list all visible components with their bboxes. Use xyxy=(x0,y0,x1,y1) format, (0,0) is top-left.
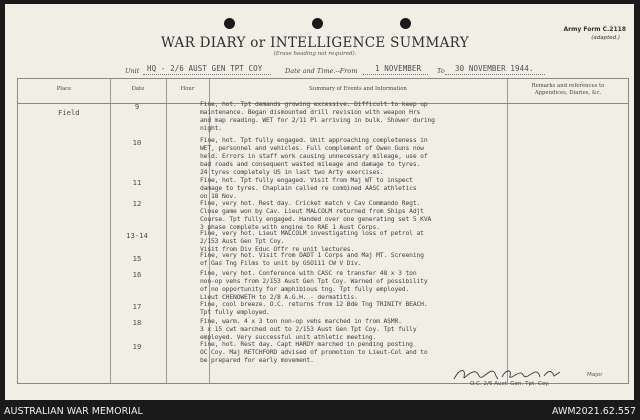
signature-caption: O.C. 2/6 Aust. Gen. Tpt. Coy. xyxy=(470,381,550,387)
date-cell: 18 xyxy=(132,318,142,327)
entry-line: Fine, very hot. Conference with CASC re transfer 48 x 3 ton xyxy=(200,270,417,277)
entry-line: 2/153 Aust Gen Tpt Coy. xyxy=(200,237,285,245)
entry-line: WET, personnel and vehicles. Full complement of Owen Guns now xyxy=(200,144,424,152)
entry-line: Close game won by Cav. Lieut MALCOLM returned from Ships Adjt xyxy=(200,207,424,215)
date-cell: 17 xyxy=(132,302,142,311)
entry-line: 24 tyres completely US in last two Arty exercises. xyxy=(200,168,384,176)
diary-entry xyxy=(200,318,500,342)
entry-line: 3 x 15 cwt marched out to 2/153 Aust Gen Tpt Coy. Tpt fully xyxy=(200,325,417,333)
to-value: 30 NOVEMBER 1944. xyxy=(455,64,534,73)
date-cell: 12 xyxy=(132,199,142,208)
entry-line: on 18 Nov. xyxy=(200,192,237,200)
punch-hole-icon xyxy=(224,18,235,29)
entry-line: be prepared for early movement. xyxy=(200,356,314,364)
form-number-text: Army Form C.2118 xyxy=(563,26,626,33)
entry-line: and map reading. WET for 2/11 Pl arriving in bulk. Shower during xyxy=(200,116,435,124)
entry-line: bad roads and consequent wasted mileage and damage to tyres. xyxy=(200,160,421,168)
entry-line: 3 phase complete with engine to RAE 1 Aust Corps. xyxy=(200,223,380,231)
date-label: Date and Time.--From xyxy=(285,67,358,75)
diary-entry xyxy=(200,101,500,133)
diary-entry xyxy=(200,137,500,177)
entry-line: Tpt fully employed. xyxy=(200,308,270,316)
unit-label: Unit xyxy=(125,67,140,75)
entry-line: of no opportunity for amphibious tng. Tpt fully employed. xyxy=(200,285,410,293)
date-cell: 16 xyxy=(132,270,142,279)
unit-value: HQ - 2/6 AUST GEN TPT COY xyxy=(147,64,263,73)
remarks-header-line1: Remarks and references to xyxy=(531,83,605,89)
punch-hole-icon xyxy=(400,18,411,29)
entry-line: Visit from Div Educ Offr re unit lectures. xyxy=(200,245,355,253)
column-header-date: Date xyxy=(131,86,145,92)
form-title: WAR DIARY or INTELLIGENCE SUMMARY xyxy=(161,35,469,51)
entry-line: OC Coy. Maj RETCHFORD advised of promotion to Lieut-Col and to xyxy=(200,348,428,356)
date-cell: 19 xyxy=(132,342,142,351)
entry-line: of Gas Tng Films to unit by GSO111 CW V Div. xyxy=(200,259,362,267)
entry-line: employed. Very successful unit athletic meeting. xyxy=(200,333,377,341)
unit-line xyxy=(125,64,545,78)
archive-footer xyxy=(0,404,640,420)
date-cell: 15 xyxy=(132,254,142,263)
entry-line: Lieut CHENOWETH to 2/8 A.G.H. - dermatitis. xyxy=(200,293,358,301)
signature-rank: Major xyxy=(587,372,603,378)
entry-line: Fine, cool breeze. O.C. returns from 12 Bde Tng TRINITY BEACH. xyxy=(200,301,428,308)
entry-line: Fine, very hot. Visit from DADT 1 Corps and Maj MT. Screening xyxy=(200,252,424,259)
diary-entry xyxy=(200,200,500,232)
date-cell: 10 xyxy=(132,138,142,147)
entry-line: night. xyxy=(200,124,223,132)
diary-entry xyxy=(200,341,500,365)
column-header-summary: Summary of Events and Information xyxy=(309,86,407,92)
entry-line: held. Errors in staff work causing unnecessary mileage, use of xyxy=(200,152,428,160)
entry-line: Fine, very hot. Lieut MALCOLM investigating loss of petrol at xyxy=(200,230,424,237)
diary-entry xyxy=(200,301,500,317)
to-label: To xyxy=(437,67,445,75)
punch-hole-icon xyxy=(312,18,323,29)
form-number xyxy=(563,26,626,42)
diary-entry xyxy=(200,230,500,254)
place-cell: Field xyxy=(58,108,80,117)
entry-line: Fine, hot. Tpt demands growing excessive. Difficult to keep up xyxy=(200,101,428,108)
entry-line: Fine, hot. Tpt fully engaged. Visit from Maj WT to inspect xyxy=(200,177,413,184)
entry-line: damage to tyres. Chaplain called re combined AASC athletics xyxy=(200,184,417,192)
date-cell: 13-14 xyxy=(126,231,148,240)
diary-entry xyxy=(200,177,500,201)
archive-name: AUSTRALIAN WAR MEMORIAL xyxy=(4,406,143,417)
column-header-hour: Hour xyxy=(180,86,195,92)
column-header-remarks xyxy=(507,83,629,96)
entry-line: Fine, very hot. Rest day. Cricket match v Cav Commando Regt. xyxy=(200,200,421,207)
from-value: 1 NOVEMBER xyxy=(375,64,422,73)
diary-entry xyxy=(200,252,500,268)
entry-line: non-op vehs from 2/153 Aust Gen Tpt Coy. Warned of possibility xyxy=(200,277,428,285)
date-cell: 9 xyxy=(134,102,140,111)
entry-line: maintenance. Began dismounted drill revision with weapon Hrs xyxy=(200,108,421,116)
entry-line: Fine, hot. Tpt fully engaged. Unit approaching completeness in xyxy=(200,137,428,144)
form-adapted: (adapted.) xyxy=(591,35,620,41)
diary-sheet xyxy=(5,4,634,400)
date-cell: 11 xyxy=(132,178,142,187)
entry-line: Fine, hot. Rest day. Capt HARDY marched in pending posting xyxy=(200,341,413,348)
form-subtitle: (Erase heading not required). xyxy=(273,51,357,57)
entry-line: Course. Tpt fully engaged. Handed over one generating set 5 KVA xyxy=(200,215,432,223)
entry-line: Fine, warm. 4 x 3 ton non-op vehs marched in from ASMR. xyxy=(200,318,402,325)
remarks-header-line2: Appendices, Diaries, &c. xyxy=(534,89,602,96)
column-header-place: Place xyxy=(56,86,72,92)
diary-entry xyxy=(200,270,500,302)
archive-reference: AWM2021.62.557 xyxy=(551,406,636,417)
